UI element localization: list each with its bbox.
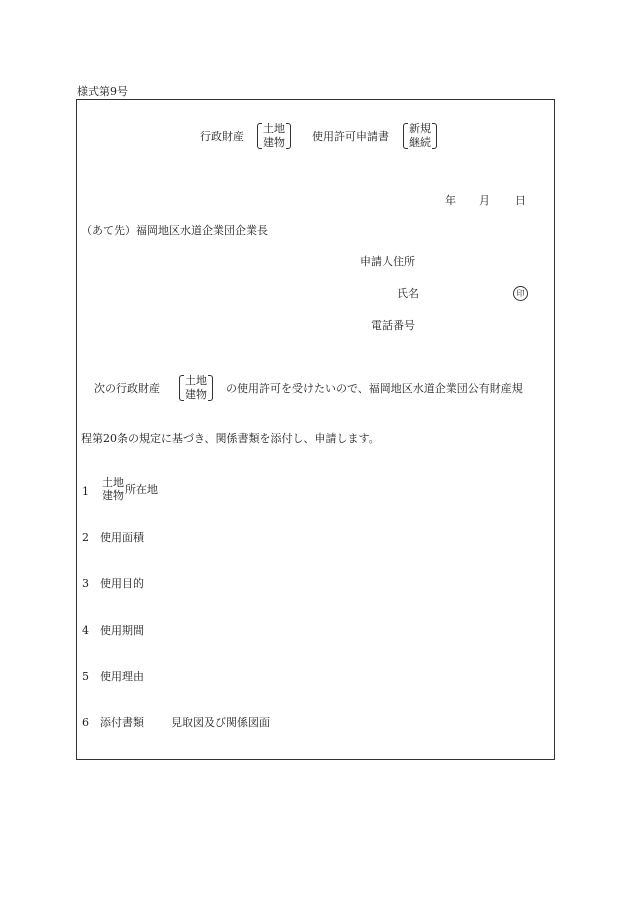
property-type-choice (257, 122, 291, 150)
item-label: 使用理由 (100, 670, 144, 683)
body-property-choice (179, 374, 213, 402)
date-month-label: 月 (479, 194, 490, 207)
item-number: 3 (82, 577, 89, 590)
applicant-phone-label: 電話番号 (371, 319, 415, 332)
choice-land: 土地 (185, 374, 207, 387)
item-value: 見取図及び関係図面 (171, 716, 270, 729)
form-number: 様式第9号 (77, 85, 128, 98)
title-prefix: 行政財産 (200, 130, 244, 143)
choice-land: 土地 (102, 476, 124, 489)
addressee: （あて先）福岡地区水道企業団企業長 (81, 224, 268, 237)
choice-building: 建物 (185, 388, 207, 401)
applicant-name-label: 氏名 (397, 287, 419, 300)
item-location-choice (102, 476, 124, 502)
application-type-choice (403, 122, 437, 150)
choice-building: 建物 (263, 136, 285, 149)
item-label: 所在地 (125, 483, 158, 496)
body-line1-end: の使用許可を受けたいので、福岡地区水道企業団公有財産規 (226, 382, 523, 395)
item-number: 5 (82, 670, 89, 683)
date-day-label: 日 (515, 194, 526, 207)
choice-building: 建物 (102, 489, 124, 502)
title-middle: 使用許可申請書 (312, 130, 389, 143)
item-label: 使用目的 (100, 577, 144, 590)
item-label: 使用期間 (100, 624, 144, 637)
item-label: 使用面積 (100, 531, 144, 544)
choice-new: 新規 (409, 122, 431, 135)
seal-mark: 印 (513, 286, 528, 301)
item-number: 2 (82, 531, 89, 544)
choice-land: 土地 (263, 122, 285, 135)
item-number: 6 (82, 716, 89, 729)
body-line2: 程第20条の規定に基づき、関係書類を添付し、申請します。 (81, 432, 380, 445)
item-label: 添付書類 (100, 716, 144, 729)
body-line1-start: 次の行政財産 (94, 382, 160, 395)
item-number: 4 (82, 624, 89, 637)
date-year-label: 年 (445, 194, 456, 207)
item-number: 1 (82, 485, 89, 498)
choice-renewal: 継続 (409, 136, 431, 149)
applicant-address-label: 申請人住所 (360, 255, 415, 268)
